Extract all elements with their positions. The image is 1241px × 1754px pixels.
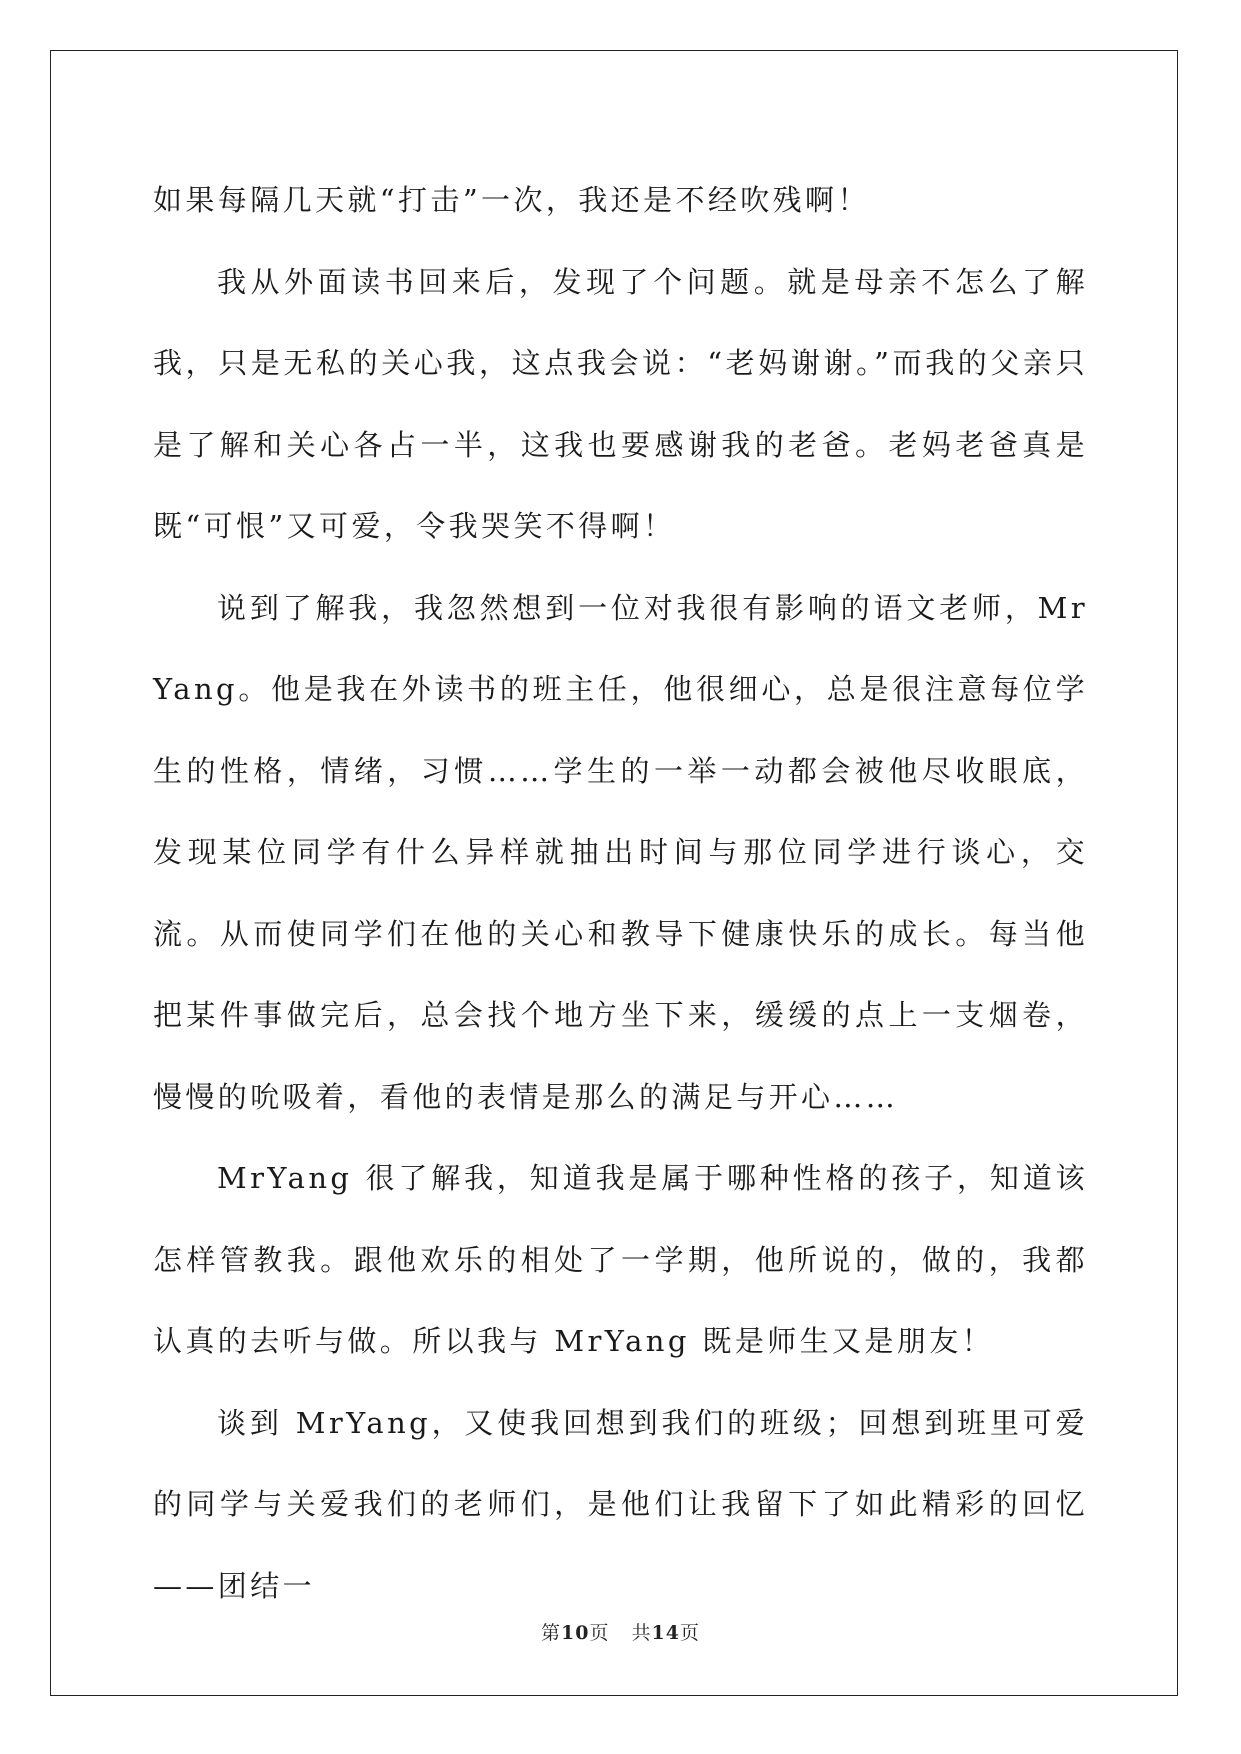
footer-total-prefix: 共 <box>631 1622 652 1644</box>
footer-page-unit: 页 <box>589 1622 610 1644</box>
paragraph: 我从外面读书回来后，发现了个问题。就是母亲不怎么了解我，只是无私的关心我，这点我会说：“老妈谢谢。”而我的父亲只是了解和关心各占一半，这我也要感谢我的老爸。老妈老爸真是既“可恨”又可爱，令我哭笑不得啊！ <box>153 264 1088 543</box>
paragraph: 说到了解我，我忽然想到一位对我很有影响的语文老师，MrYang。他是我在外读书的班主任，他很细心，总是很注意每位学生的性格，情绪，习惯……学生的一举一动都会被他尽收眼底，发现某位同学有什么异样就抽出时间与那位同学进行谈心，交流。从而使同学们在他的关心和教导下健康快乐的成长。每当他把某件事做完后，总会找个地方坐下来，缓缓的点上一支烟卷，慢慢的吮吸着，看他的表情是那么的满足与开心…… <box>153 590 1088 1114</box>
footer-total-unit: 页 <box>679 1622 700 1644</box>
total-page-count: 14 <box>651 1622 680 1644</box>
footer-prefix: 第 <box>541 1622 562 1644</box>
document-body <box>153 160 1088 1627</box>
paragraph: 如果每隔几天就“打击”一次，我还是不经吹残啊！ <box>153 183 870 217</box>
current-page-number: 10 <box>561 1622 590 1644</box>
page-number-footer <box>0 1618 1241 1645</box>
paragraph: MrYang 很了解我，知道我是属于哪种性格的孩子，知道该怎样管教我。跟他欢乐的相处了一学期，他所说的，做的，我都认真的去听与做。所以我与 MrYang 既是师生又是朋友！ <box>153 1161 1088 1358</box>
paragraph: 谈到 MrYang，又使我回想到我们的班级；回想到班里可爱的同学与关爱我们的老师们，是他们让我留下了如此精彩的回忆——团结一 <box>153 1405 1088 1603</box>
